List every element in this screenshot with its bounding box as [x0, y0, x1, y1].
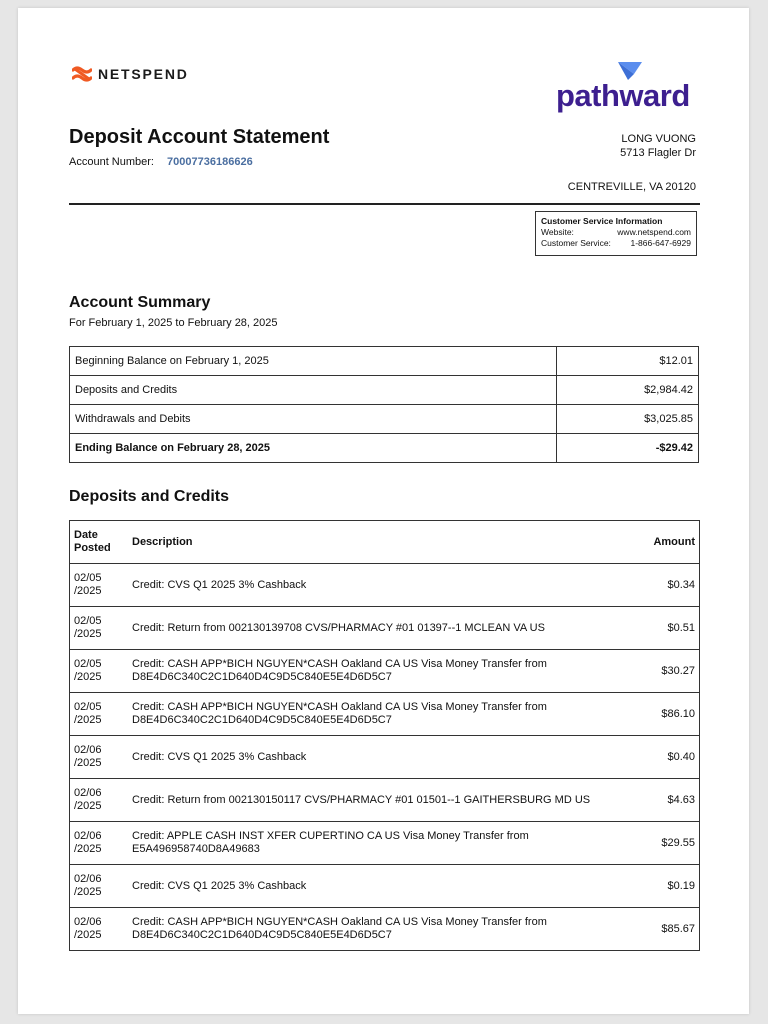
description: Credit: CVS Q1 2025 3% Cashback — [124, 564, 611, 607]
account-number-label: Account Number: — [69, 156, 154, 168]
table-row — [70, 693, 700, 736]
amount: $0.19 — [611, 865, 700, 908]
table-row — [70, 564, 700, 607]
description: Credit: CASH APP*BICH NGUYEN*CASH Oakland CA US Visa Money Transfer from D8E4D6C340C2C1D640D4C9D5C840E5E4D6D5C7 — [124, 908, 611, 951]
amount: $85.67 — [611, 908, 700, 951]
netspend-wordmark: NETSPEND — [98, 66, 189, 82]
summary-period: For February 1, 2025 to February 28, 2025 — [69, 317, 278, 329]
amount: $0.40 — [611, 736, 700, 779]
customer-service-box — [535, 211, 697, 256]
summary-label: Ending Balance on February 28, 2025 — [70, 434, 557, 463]
table-row — [70, 908, 700, 951]
amount: $30.27 — [611, 650, 700, 693]
netspend-logo — [72, 66, 189, 82]
date-posted: 02/05 /2025 — [70, 607, 125, 650]
table-row — [70, 650, 700, 693]
summary-label: Withdrawals and Debits — [70, 405, 557, 434]
description: Credit: Return from 002130150117 CVS/PHARMACY #01 01501--1 GAITHERSBURG MD US — [124, 779, 611, 822]
netspend-mark-icon — [72, 66, 92, 82]
summary-heading: Account Summary — [69, 294, 211, 311]
customer-street: 5713 Flagler Dr — [620, 147, 696, 159]
customer-city: CENTREVILLE, VA 20120 — [567, 181, 696, 193]
page-title: Deposit Account Statement — [69, 126, 330, 148]
col-date-posted: Date Posted — [70, 521, 125, 564]
date-posted: 02/06 /2025 — [70, 865, 125, 908]
date-posted: 02/06 /2025 — [70, 908, 125, 951]
amount: $4.63 — [611, 779, 700, 822]
description: Credit: CVS Q1 2025 3% Cashback — [124, 736, 611, 779]
summary-label: Deposits and Credits — [70, 376, 557, 405]
phone-number: 1-866-647-6929 — [630, 238, 691, 248]
table-row — [70, 779, 700, 822]
summary-amount: $12.01 — [557, 347, 699, 376]
deposits-table — [69, 520, 700, 951]
date-posted: 02/05 /2025 — [70, 564, 125, 607]
summary-label: Beginning Balance on February 1, 2025 — [70, 347, 557, 376]
header-divider — [69, 203, 700, 205]
date-posted: 02/05 /2025 — [70, 693, 125, 736]
account-number: 70007736186626 — [167, 156, 253, 168]
date-posted: 02/05 /2025 — [70, 650, 125, 693]
table-row — [70, 865, 700, 908]
summary-row — [70, 376, 699, 405]
date-posted: 02/06 /2025 — [70, 822, 125, 865]
summary-row — [70, 347, 699, 376]
col-amount: Amount — [611, 521, 700, 564]
table-row — [70, 607, 700, 650]
amount: $0.34 — [611, 564, 700, 607]
summary-table — [69, 346, 699, 463]
summary-amount: $3,025.85 — [557, 405, 699, 434]
customer-address — [568, 132, 696, 194]
summary-row — [70, 405, 699, 434]
amount: $29.55 — [611, 822, 700, 865]
pathward-logo — [556, 58, 698, 118]
summary-row-ending-balance — [70, 434, 699, 463]
website-label: Website: — [541, 227, 574, 237]
customer-service-title: Customer Service Information — [541, 216, 663, 226]
description: Credit: Return from 002130139708 CVS/PHARMACY #01 01397--1 MCLEAN VA US — [124, 607, 611, 650]
summary-amount: -$29.42 — [557, 434, 699, 463]
date-posted: 02/06 /2025 — [70, 736, 125, 779]
description: Credit: CASH APP*BICH NGUYEN*CASH Oakland CA US Visa Money Transfer from D8E4D6C340C2C1D640D4C9D5C840E5E4D6D5C7 — [124, 693, 611, 736]
table-row — [70, 822, 700, 865]
website-link[interactable]: www.netspend.com — [617, 227, 691, 237]
statement-page — [18, 8, 749, 1014]
account-number-line — [69, 156, 253, 168]
deposits-heading: Deposits and Credits — [69, 488, 230, 505]
summary-amount: $2,984.42 — [557, 376, 699, 405]
col-description: Description — [124, 521, 611, 564]
phone-label: Customer Service: — [541, 238, 611, 248]
pathward-wordmark: pathward — [556, 78, 690, 113]
amount: $86.10 — [611, 693, 700, 736]
customer-name: LONG VUONG — [621, 133, 696, 145]
date-posted: 02/06 /2025 — [70, 779, 125, 822]
table-row — [70, 736, 700, 779]
description: Credit: CVS Q1 2025 3% Cashback — [124, 865, 611, 908]
description: Credit: APPLE CASH INST XFER CUPERTINO CA US Visa Money Transfer from E5A496958740D8A49683 — [124, 822, 611, 865]
table-header-row — [70, 521, 700, 564]
amount: $0.51 — [611, 607, 700, 650]
description: Credit: CASH APP*BICH NGUYEN*CASH Oakland CA US Visa Money Transfer from D8E4D6C340C2C1D640D4C9D5C840E5E4D6D5C7 — [124, 650, 611, 693]
